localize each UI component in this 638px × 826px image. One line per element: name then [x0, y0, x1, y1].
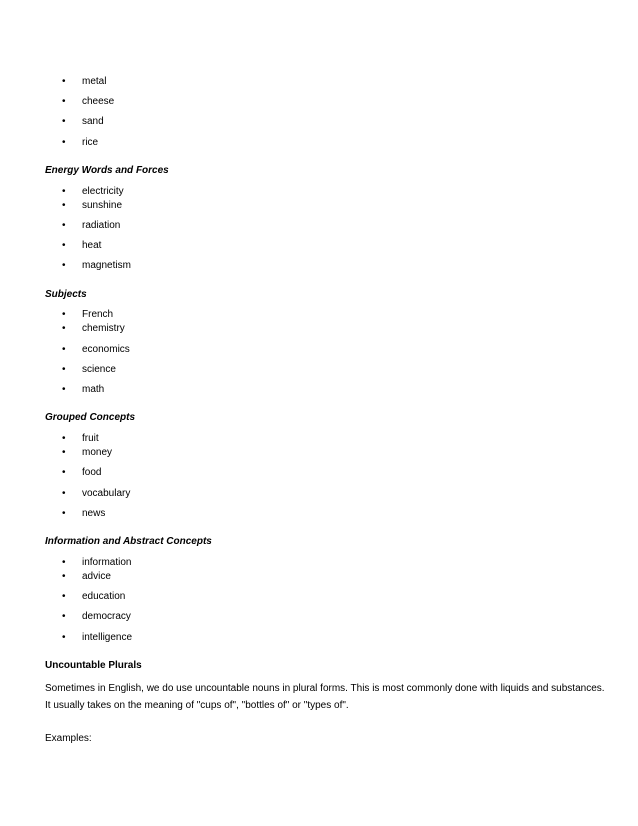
bullet-icon: •	[62, 364, 66, 375]
list-item: vocabulary	[82, 488, 131, 499]
bullet-icon: •	[62, 384, 66, 395]
section-heading: Information and Abstract Concepts	[45, 536, 212, 547]
list-item: fruit	[82, 433, 99, 444]
list-item: advice	[82, 571, 111, 582]
bullet-icon: •	[62, 240, 66, 251]
bullet-icon: •	[62, 557, 66, 568]
bullet-icon: •	[62, 220, 66, 231]
section-heading: Energy Words and Forces	[45, 165, 169, 176]
list-item: economics	[82, 344, 130, 355]
list-item: intelligence	[82, 632, 133, 643]
bullet-icon: •	[62, 76, 66, 87]
list-item: food	[82, 467, 102, 478]
bullet-icon: •	[62, 488, 66, 499]
bullet-icon: •	[62, 200, 66, 211]
list-item: information	[82, 557, 132, 568]
list-item: sunshine	[82, 200, 123, 211]
bullet-icon: •	[62, 611, 66, 622]
section-heading: Subjects	[45, 289, 87, 300]
bullet-icon: •	[62, 508, 66, 519]
bullet-icon: •	[62, 116, 66, 127]
list-item: news	[82, 508, 106, 519]
examples-label: Examples:	[45, 733, 92, 744]
bullet-icon: •	[62, 260, 66, 271]
bullet-icon: •	[62, 467, 66, 478]
list-item: magnetism	[82, 260, 131, 271]
list-item: science	[82, 364, 116, 375]
list-item: democracy	[82, 611, 131, 622]
bullet-icon: •	[62, 96, 66, 107]
bullet-icon: •	[62, 571, 66, 582]
section-heading: Uncountable Plurals	[45, 660, 142, 671]
list-item: cheese	[82, 96, 115, 107]
bullet-icon: •	[62, 447, 66, 458]
bullet-icon: •	[62, 344, 66, 355]
list-item: heat	[82, 240, 102, 251]
list-item: sand	[82, 116, 104, 127]
bullet-icon: •	[62, 433, 66, 444]
bullet-icon: •	[62, 632, 66, 643]
list-item: electricity	[82, 186, 124, 197]
list-item: French	[82, 309, 114, 320]
section-heading: Grouped Concepts	[45, 412, 136, 423]
list-item: radiation	[82, 220, 121, 231]
list-item: money	[82, 447, 113, 458]
bullet-icon: •	[62, 323, 66, 334]
list-item: math	[82, 384, 105, 395]
list-item: metal	[82, 76, 107, 87]
bullet-icon: •	[62, 309, 66, 320]
body-paragraph: Sometimes in English, we do use uncountable nouns in plural forms. This is most commonly done with liquids and substances. It usually takes on the meaning of "cups of", "bottles of" or "types of".	[45, 683, 605, 711]
bullet-icon: •	[62, 591, 66, 602]
list-item: rice	[82, 137, 99, 148]
bullet-icon: •	[62, 137, 66, 148]
list-item: chemistry	[82, 323, 125, 334]
list-item: education	[82, 591, 126, 602]
bullet-icon: •	[62, 186, 66, 197]
